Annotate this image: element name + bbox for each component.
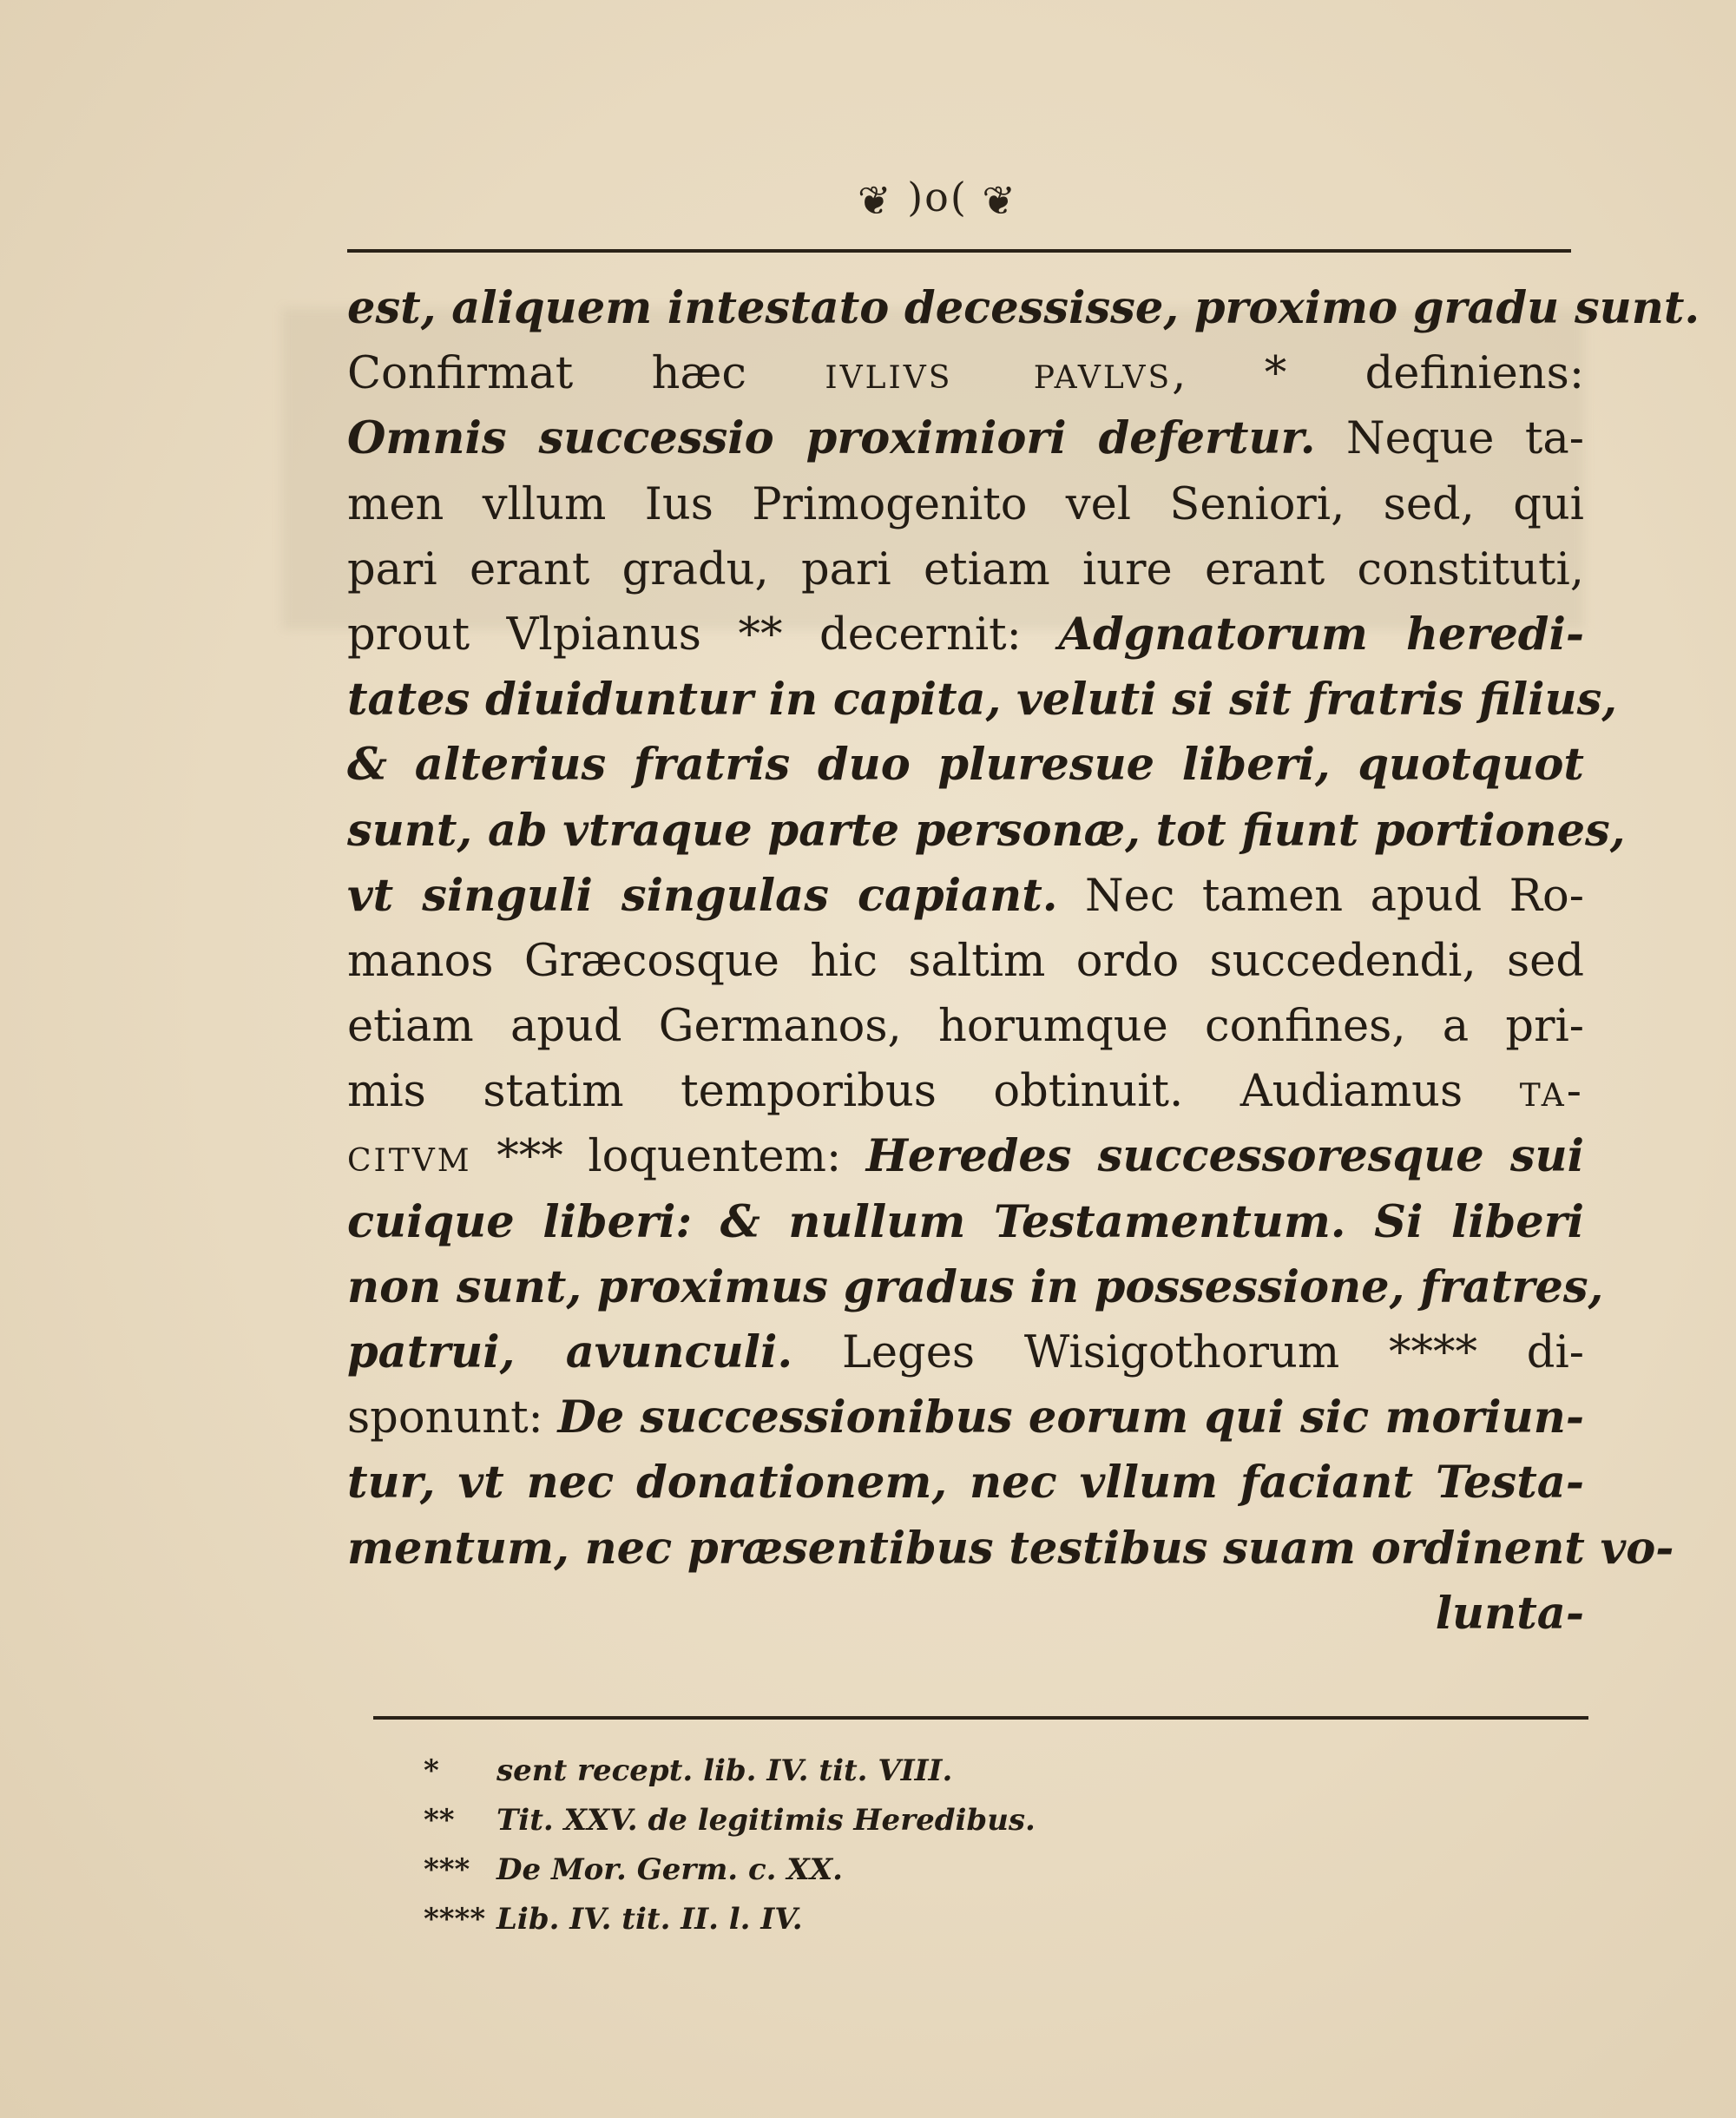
footnote <box>424 1796 1205 1845</box>
text-line <box>347 276 1700 341</box>
footnote-reference: Lib. IV. tit. II. l. IV. <box>496 1902 803 1937</box>
italic-text: Adgnatorum heredi- <box>1058 608 1585 661</box>
header-rule <box>347 249 1571 253</box>
footnote-mark: ** <box>424 1803 455 1838</box>
text-line <box>347 1059 1584 1124</box>
text-line <box>347 602 1584 668</box>
roman-text: prout Vlpianus ** decernit: <box>347 608 1059 661</box>
italic-text: tates diuiduntur in capita, veluti si sit fratris filius, <box>347 674 1618 727</box>
text-line <box>347 1582 1584 1647</box>
text-line <box>347 799 1626 864</box>
italic-text: lunta- <box>1435 1587 1584 1640</box>
footnote <box>424 1895 1205 1944</box>
footnotes <box>424 1746 1205 1944</box>
roman-text: Neque ta- <box>1315 413 1584 465</box>
footnote-mark: *** <box>424 1852 470 1887</box>
footnote-reference: De Mor. Germ. c. XX. <box>496 1852 843 1887</box>
text-line <box>347 472 1584 537</box>
italic-text: tur, vt nec donationem, nec vllum faciant Testa- <box>347 1457 1584 1510</box>
roman-text: sponunt: <box>347 1392 558 1444</box>
footnote <box>424 1746 1205 1796</box>
roman-text: , * definiens: <box>1172 348 1585 400</box>
text-line <box>347 1124 1584 1189</box>
roman-text: men vllum Ius Primogenito vel Seniori, sed, qui <box>347 478 1584 530</box>
roman-text: Confirmat hæc <box>347 348 825 400</box>
text-line <box>347 1190 1584 1255</box>
text-line <box>347 406 1584 471</box>
fleuron-left-icon: ❦ <box>858 177 893 224</box>
footnote-reference: Tit. XXV. de legitimis Heredibus. <box>496 1803 1036 1838</box>
roman-text: pari erant gradu, pari etiam iure erant constituti, <box>347 543 1584 595</box>
text-line <box>347 1385 1584 1450</box>
fleuron-right-icon: ❦ <box>982 177 1017 224</box>
italic-text: mentum, nec præsentibus testibus suam ordinent vo- <box>347 1522 1674 1575</box>
italic-text: non sunt, proximus gradus in possessione, fratres, <box>347 1260 1604 1313</box>
roman-text: mis statim temporibus obtinuit. Audiamus <box>347 1066 1520 1118</box>
page-header <box>764 174 1111 224</box>
italic-text: patrui, avunculi. <box>347 1326 793 1378</box>
italic-text: De successionibus eorum qui sic moriun- <box>557 1391 1585 1444</box>
italic-text: Omnis successio proximiori defertur. <box>347 412 1316 465</box>
footnote-reference: sent recept. lib. IV. tit. VIII. <box>496 1753 953 1788</box>
text-line <box>347 537 1584 602</box>
italic-text: est, aliquem intestato decessisse, proximo gradu sunt. <box>347 282 1700 334</box>
roman-text: *** loquentem: <box>471 1131 866 1183</box>
small-caps-name: citvm <box>347 1131 472 1183</box>
roman-text: etiam apud Germanos, horumque confines, a pri- <box>347 1001 1584 1053</box>
footnote <box>424 1845 1205 1895</box>
roman-text: Leges Wisigothorum **** di- <box>792 1327 1584 1378</box>
roman-text: manos Græcosque hic saltim ordo succedendi, sed <box>347 935 1584 987</box>
text-line <box>347 341 1584 406</box>
text-line <box>347 733 1584 798</box>
small-caps-name: ta- <box>1519 1066 1584 1118</box>
italic-text: & alterius fratris duo pluresue liberi, quotquot <box>347 739 1584 792</box>
italic-text: vt singuli singulas capiant. <box>347 869 1058 922</box>
footnote-mark: **** <box>424 1902 486 1937</box>
text-line <box>347 1516 1674 1582</box>
text-line <box>347 994 1584 1059</box>
italic-text: cuique liberi: & nullum Testamentum. Si liberi <box>347 1195 1584 1248</box>
text-line <box>347 864 1584 929</box>
text-line <box>347 929 1584 994</box>
text-line <box>347 1320 1584 1385</box>
text-line <box>347 1255 1604 1320</box>
italic-text: Heredes successoresque sui <box>865 1130 1585 1183</box>
italic-text: sunt, ab vtraque parte personæ, tot fiunt portiones, <box>347 804 1626 857</box>
text-line <box>347 1450 1584 1516</box>
footnote-rule <box>373 1716 1588 1720</box>
roman-text: Nec tamen apud Ro- <box>1057 870 1584 922</box>
body-text <box>347 276 1700 1647</box>
page-mark: )o( <box>907 174 968 220</box>
small-caps-name: ivlivs pavlvs <box>825 348 1173 400</box>
text-line <box>347 668 1618 733</box>
footnote-mark: * <box>424 1753 439 1788</box>
